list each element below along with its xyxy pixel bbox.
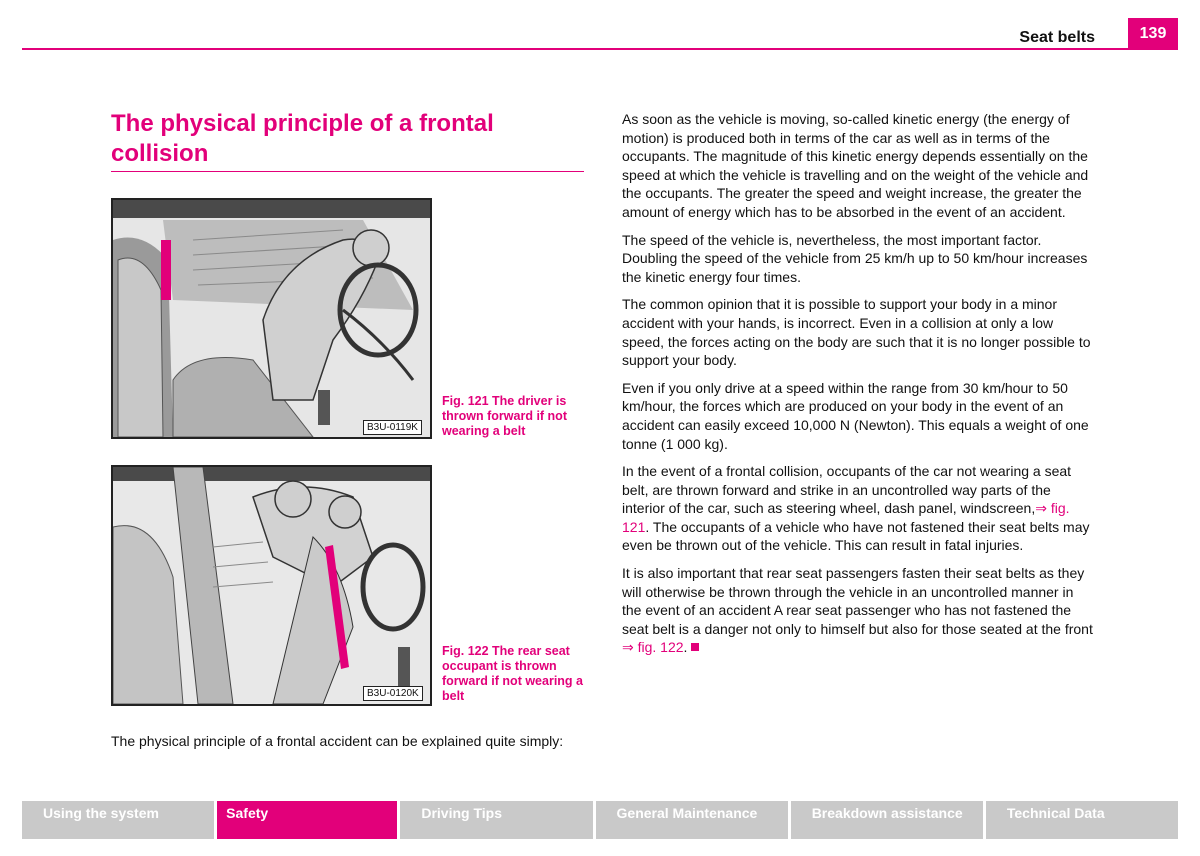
bottom-nav [22, 801, 1178, 839]
figure-122-caption: Fig. 122 The rear seat occupant is thrown forward if not wearing a belt [442, 644, 583, 703]
nav-tab-safety[interactable]: Safety [217, 801, 397, 839]
paragraph-4: Even if you only drive at a speed within the range from 30 km/hour to 50 km/hour, the forces which are produced on your body in the event of an accident can easily exceed 10,000 N (Newton). This equals a weight of one tonne (1 000 kg). [622, 379, 1089, 452]
paragraph-3: The common opinion that it is possible to support your body in a minor accident with your hands, is incorrect. Even in a collision at only a low speed, the forces acting on the body are such that it is no longer possible to support your body. [622, 296, 1091, 369]
fig-122-link[interactable]: ⇒ fig. 122 [622, 639, 684, 656]
paragraph-6-tail: . [683, 639, 688, 656]
body-column [622, 110, 1094, 666]
figure-121-caption: Fig. 121 The driver is thrown forward if not wearing a belt [442, 394, 567, 438]
paragraph-2: The speed of the vehicle is, nevertheless, the most important factor. Doubling the speed of the vehicle from 25 km/h up to 50 km/hour increases the kinetic energy four times. [622, 231, 1088, 285]
nav-tab-driving-tips[interactable]: Driving Tips [400, 801, 592, 839]
nav-tab-technical-data[interactable]: Technical Data [986, 801, 1178, 839]
figure-121-code: B3U-0119K [363, 420, 422, 435]
nav-tab-using-the-system[interactable]: Using the system [22, 801, 214, 839]
paragraph-1: As soon as the vehicle is moving, so-called kinetic energy (the energy of motion) is produced both in terms of the car as well as in terms of the occupants. The magnitude of this kinetic energy depends essentially on the speed at which the vehicle is travelling and on the weight of the vehicle and the occupants. The greater the speed and weight increase, the greater the amount of energy which has to be absorbed in the event of an accident. [622, 111, 1089, 220]
figure-121-illustration [111, 198, 432, 439]
figure-122-code: B3U-0120K [363, 686, 423, 701]
page-title: The physical principle of a frontal collision [111, 110, 494, 167]
header-rule [22, 48, 1178, 50]
paragraph-5-tail: . The occupants of a vehicle who have not fastened their seat belts may even be thrown out of the vehicle. This can result in fatal injuries. [622, 518, 1090, 554]
paragraph-5-text: In the event of a frontal collision, occupants of the car not wearing a seat belt, are thrown forward and strike in an uncontrolled way parts of the interior of the car, such as steering wheel, dash panel, windscreen, [622, 463, 1072, 517]
end-of-section-icon [691, 643, 699, 651]
title-rule [111, 171, 584, 172]
paragraph-5 [622, 462, 1094, 555]
nav-tab-breakdown-assistance[interactable]: Breakdown assistance [791, 801, 983, 839]
paragraph-6 [622, 564, 1094, 657]
paragraph-6-text: It is also important that rear seat passengers fasten their seat belts as they will otherwise be thrown through the vehicle in an uncontrolled manner in the event of an accident A rear seat passenger who has not fastened the seat belt is a danger not only to himself but also for those seated at the front [622, 565, 1093, 637]
fig-121-link[interactable]: ⇒ fig. 121 [622, 500, 1070, 535]
intro-paragraph: The physical principle of a frontal accident can be explained quite simply: [111, 733, 564, 749]
page-number: 139 [1128, 18, 1178, 50]
nav-tab-general-maintenance[interactable]: General Maintenance [596, 801, 788, 839]
figure-122-illustration [111, 465, 432, 706]
header-section-title: Seat belts [1019, 29, 1095, 46]
